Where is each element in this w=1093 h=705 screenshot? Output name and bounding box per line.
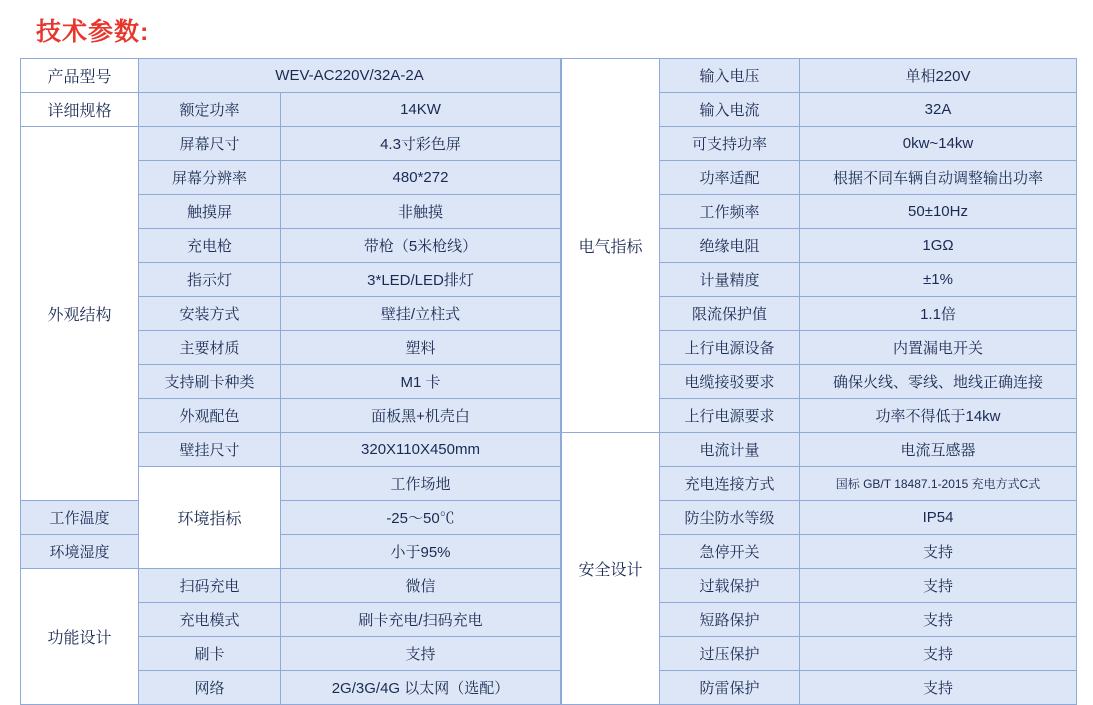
label-cell: 电流计量 — [660, 433, 800, 467]
value-cell: 功率不得低于14kw — [800, 399, 1077, 433]
label-cell: 过压保护 — [660, 637, 800, 671]
category-cell: 安全设计 — [562, 433, 660, 705]
label-cell: 输入电流 — [660, 93, 800, 127]
category-cell: 环境指标 — [139, 467, 281, 569]
value-cell: M1 卡 — [281, 365, 561, 399]
label-cell: 环境湿度 — [21, 535, 139, 569]
category-cell: 详细规格 — [21, 93, 139, 127]
label-cell: 输入电压 — [660, 59, 800, 93]
value-cell: 支持 — [800, 603, 1077, 637]
value-cell: 支持 — [800, 637, 1077, 671]
label-cell: 安装方式 — [139, 297, 281, 331]
label-cell: 指示灯 — [139, 263, 281, 297]
label-cell: 触摸屏 — [139, 195, 281, 229]
value-cell: 非触摸 — [281, 195, 561, 229]
label-cell: 工作场地 — [281, 467, 561, 501]
label-cell: 外观配色 — [139, 399, 281, 433]
table-row — [21, 535, 561, 569]
table-row — [562, 433, 1077, 467]
label-cell: 防雷保护 — [660, 671, 800, 705]
page-title: 技术参数: — [36, 18, 150, 46]
label-cell: 主要材质 — [139, 331, 281, 365]
value-cell: 面板黑+机壳白 — [281, 399, 561, 433]
label-cell: 额定功率 — [139, 93, 281, 127]
label-cell: 扫码充电 — [139, 569, 281, 603]
value-cell: 壁挂/立柱式 — [281, 297, 561, 331]
table-row — [562, 59, 1077, 93]
label-cell: 电缆接驳要求 — [660, 365, 800, 399]
value-cell: ±1% — [800, 263, 1077, 297]
label-cell: 防尘防水等级 — [660, 501, 800, 535]
value-cell: 320X110X450mm — [281, 433, 561, 467]
value-cell: 支持 — [281, 637, 561, 671]
value-cell: 塑料 — [281, 331, 561, 365]
label-cell: 可支持功率 — [660, 127, 800, 161]
value-cell: 支持 — [800, 569, 1077, 603]
value-cell: 国标 GB/T 18487.1-2015 充电方式C式 — [800, 467, 1077, 501]
label-cell: 工作频率 — [660, 195, 800, 229]
label-cell: 上行电源设备 — [660, 331, 800, 365]
label-cell: 充电枪 — [139, 229, 281, 263]
value-cell: 32A — [800, 93, 1077, 127]
value-cell: 单相220V — [800, 59, 1077, 93]
label-cell: 绝缘电阻 — [660, 229, 800, 263]
right-table-body — [562, 59, 1077, 705]
table-row — [21, 501, 561, 535]
category-cell: 电气指标 — [562, 59, 660, 433]
table-row — [21, 569, 561, 603]
value-cell: 确保火线、零线、地线正确连接 — [800, 365, 1077, 399]
value-cell: 3*LED/LED排灯 — [281, 263, 561, 297]
value-cell: 2G/3G/4G 以太网（选配） — [281, 671, 561, 705]
label-cell: 短路保护 — [660, 603, 800, 637]
category-cell: 外观结构 — [21, 127, 139, 501]
value-cell: 微信 — [281, 569, 561, 603]
table-row — [21, 127, 561, 161]
value-cell: 内置漏电开关 — [800, 331, 1077, 365]
label-cell: 过载保护 — [660, 569, 800, 603]
table-row — [21, 59, 561, 93]
spec-tables-container — [20, 58, 1075, 705]
value-cell: 电流互感器 — [800, 433, 1077, 467]
label-cell: 壁挂尺寸 — [139, 433, 281, 467]
value-cell: 0kw~14kw — [800, 127, 1077, 161]
left-table-body — [21, 59, 561, 705]
value-cell: 刷卡充电/扫码充电 — [281, 603, 561, 637]
label-cell: 充电连接方式 — [660, 467, 800, 501]
label-cell: 支持刷卡种类 — [139, 365, 281, 399]
value-cell: 14KW — [281, 93, 561, 127]
label-cell: 刷卡 — [139, 637, 281, 671]
left-spec-table — [20, 58, 561, 705]
label-cell: 上行电源要求 — [660, 399, 800, 433]
value-cell: 1GΩ — [800, 229, 1077, 263]
value-cell: 50±10Hz — [800, 195, 1077, 229]
value-cell: 4.3寸彩色屏 — [281, 127, 561, 161]
value-cell: WEV-AC220V/32A-2A — [139, 59, 561, 93]
label-cell: 屏幕分辨率 — [139, 161, 281, 195]
label-cell: 急停开关 — [660, 535, 800, 569]
label-cell: 限流保护值 — [660, 297, 800, 331]
category-cell: 功能设计 — [21, 569, 139, 705]
label-cell: 计量精度 — [660, 263, 800, 297]
value-cell: 480*272 — [281, 161, 561, 195]
label-cell: 屏幕尺寸 — [139, 127, 281, 161]
category-cell: 产品型号 — [21, 59, 139, 93]
right-spec-table — [561, 58, 1077, 705]
value-cell: 小于95% — [281, 535, 561, 569]
value-cell: 支持 — [800, 671, 1077, 705]
value-cell: -25～50℃ — [281, 501, 561, 535]
label-cell: 充电模式 — [139, 603, 281, 637]
value-cell: 支持 — [800, 535, 1077, 569]
value-cell: 1.1倍 — [800, 297, 1077, 331]
table-row — [21, 93, 561, 127]
label-cell: 功率适配 — [660, 161, 800, 195]
label-cell: 网络 — [139, 671, 281, 705]
value-cell: IP54 — [800, 501, 1077, 535]
value-cell: 根据不同车辆自动调整输出功率 — [800, 161, 1077, 195]
label-cell: 工作温度 — [21, 501, 139, 535]
value-cell: 带枪（5米枪线） — [281, 229, 561, 263]
